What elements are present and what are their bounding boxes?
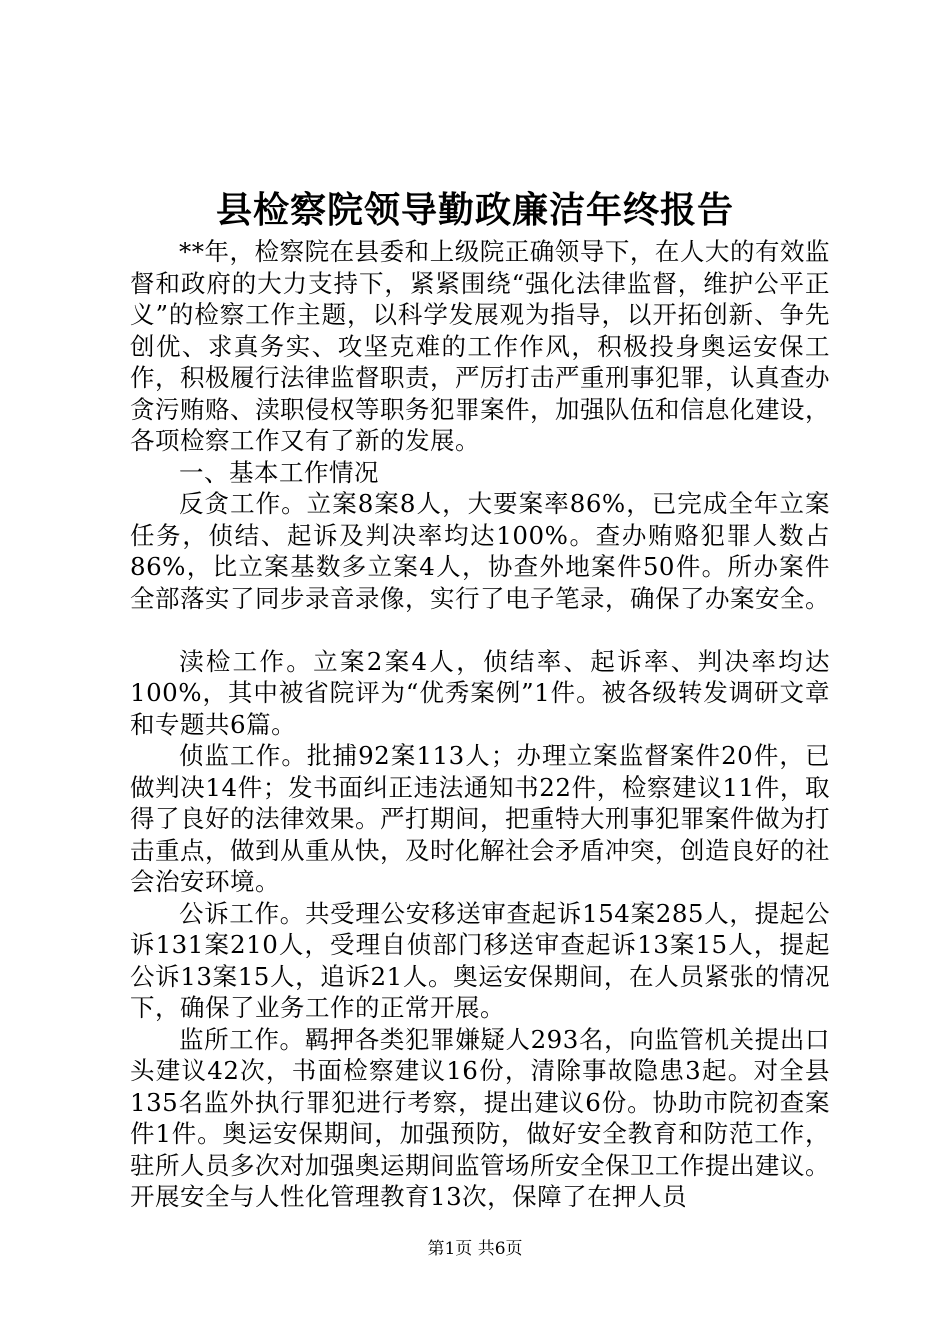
paragraph-anti-corruption: 反贪工作。立案8案8人，大要案率86%，已完成全年立案任务，侦结、起诉及判决率均达100%。查办贿赂犯罪人数占86%，比立案基数多立案4人，协查外地案件50件。所办案件全部落实了同步录音录像，实行了电子笔录，确保了办案安全。 [130,489,830,613]
paragraph-detention-supervision: 监所工作。羁押各类犯罪嫌疑人293名，向监管机关提出口头建议42次，书面检察建议16份，清除事故隐患3起。对全县135名监外执行罪犯进行考察，提出建议6份。协助市院初查案件1件。奥运安保期间，加强预防，做好安全教育和防范工作，驻所人员多次对加强奥运期间监管场所安全保卫工作提出建议。开展安全与人性化管理教育13次，保障了在押人员 [130,1024,830,1211]
paragraph-prosecution: 公诉工作。共受理公安移送审查起诉154案285人，提起公诉131案210人，受理自侦部门移送审查起诉13案15人，提起公诉13案15人，追诉21人。奥运安保期间，在人员紧张的情况下，确保了业务工作的正常开展。 [130,898,830,1022]
intro-paragraph: **年，检察院在县委和上级院正确领导下，在人大的有效监督和政府的大力支持下，紧紧围绕“强化法律监督，维护公平正义”的检察工作主题，以科学发展观为指导，以开拓创新、争先创优、求真务实、攻坚克难的工作作风，积极投身奥运安保工作，积极履行法律监督职责，严厉打击严重刑事犯罪，认真查办贪污贿赂、渎职侵权等职务犯罪案件，加强队伍和信息化建设，各项检察工作又有了新的发展。 [130,237,830,455]
paragraph-malfeasance: 渎检工作。立案2案4人，侦结率、起诉率、判决率均达100%，其中被省院评为“优秀案例”1件。被各级转发调研文章和专题共6篇。 [130,646,830,739]
paragraph-investigation-supervision: 侦监工作。批捕92案113人；办理立案监督案件20件，已做判决14件；发书面纠正违法通知书22件，检察建议11件，取得了良好的法律效果。严打期间，把重特大刑事犯罪案件做为打击重点，做到从重从快，及时化解社会矛盾冲突，创造良好的社会治安环境。 [130,741,830,896]
page-number-footer: 第1页 共6页 [427,1239,523,1259]
section-heading: 一、基本工作情况 [179,457,379,487]
document-body [130,236,830,1213]
document-title: 县检察院领导勤政廉洁年终报告 [215,189,734,231]
